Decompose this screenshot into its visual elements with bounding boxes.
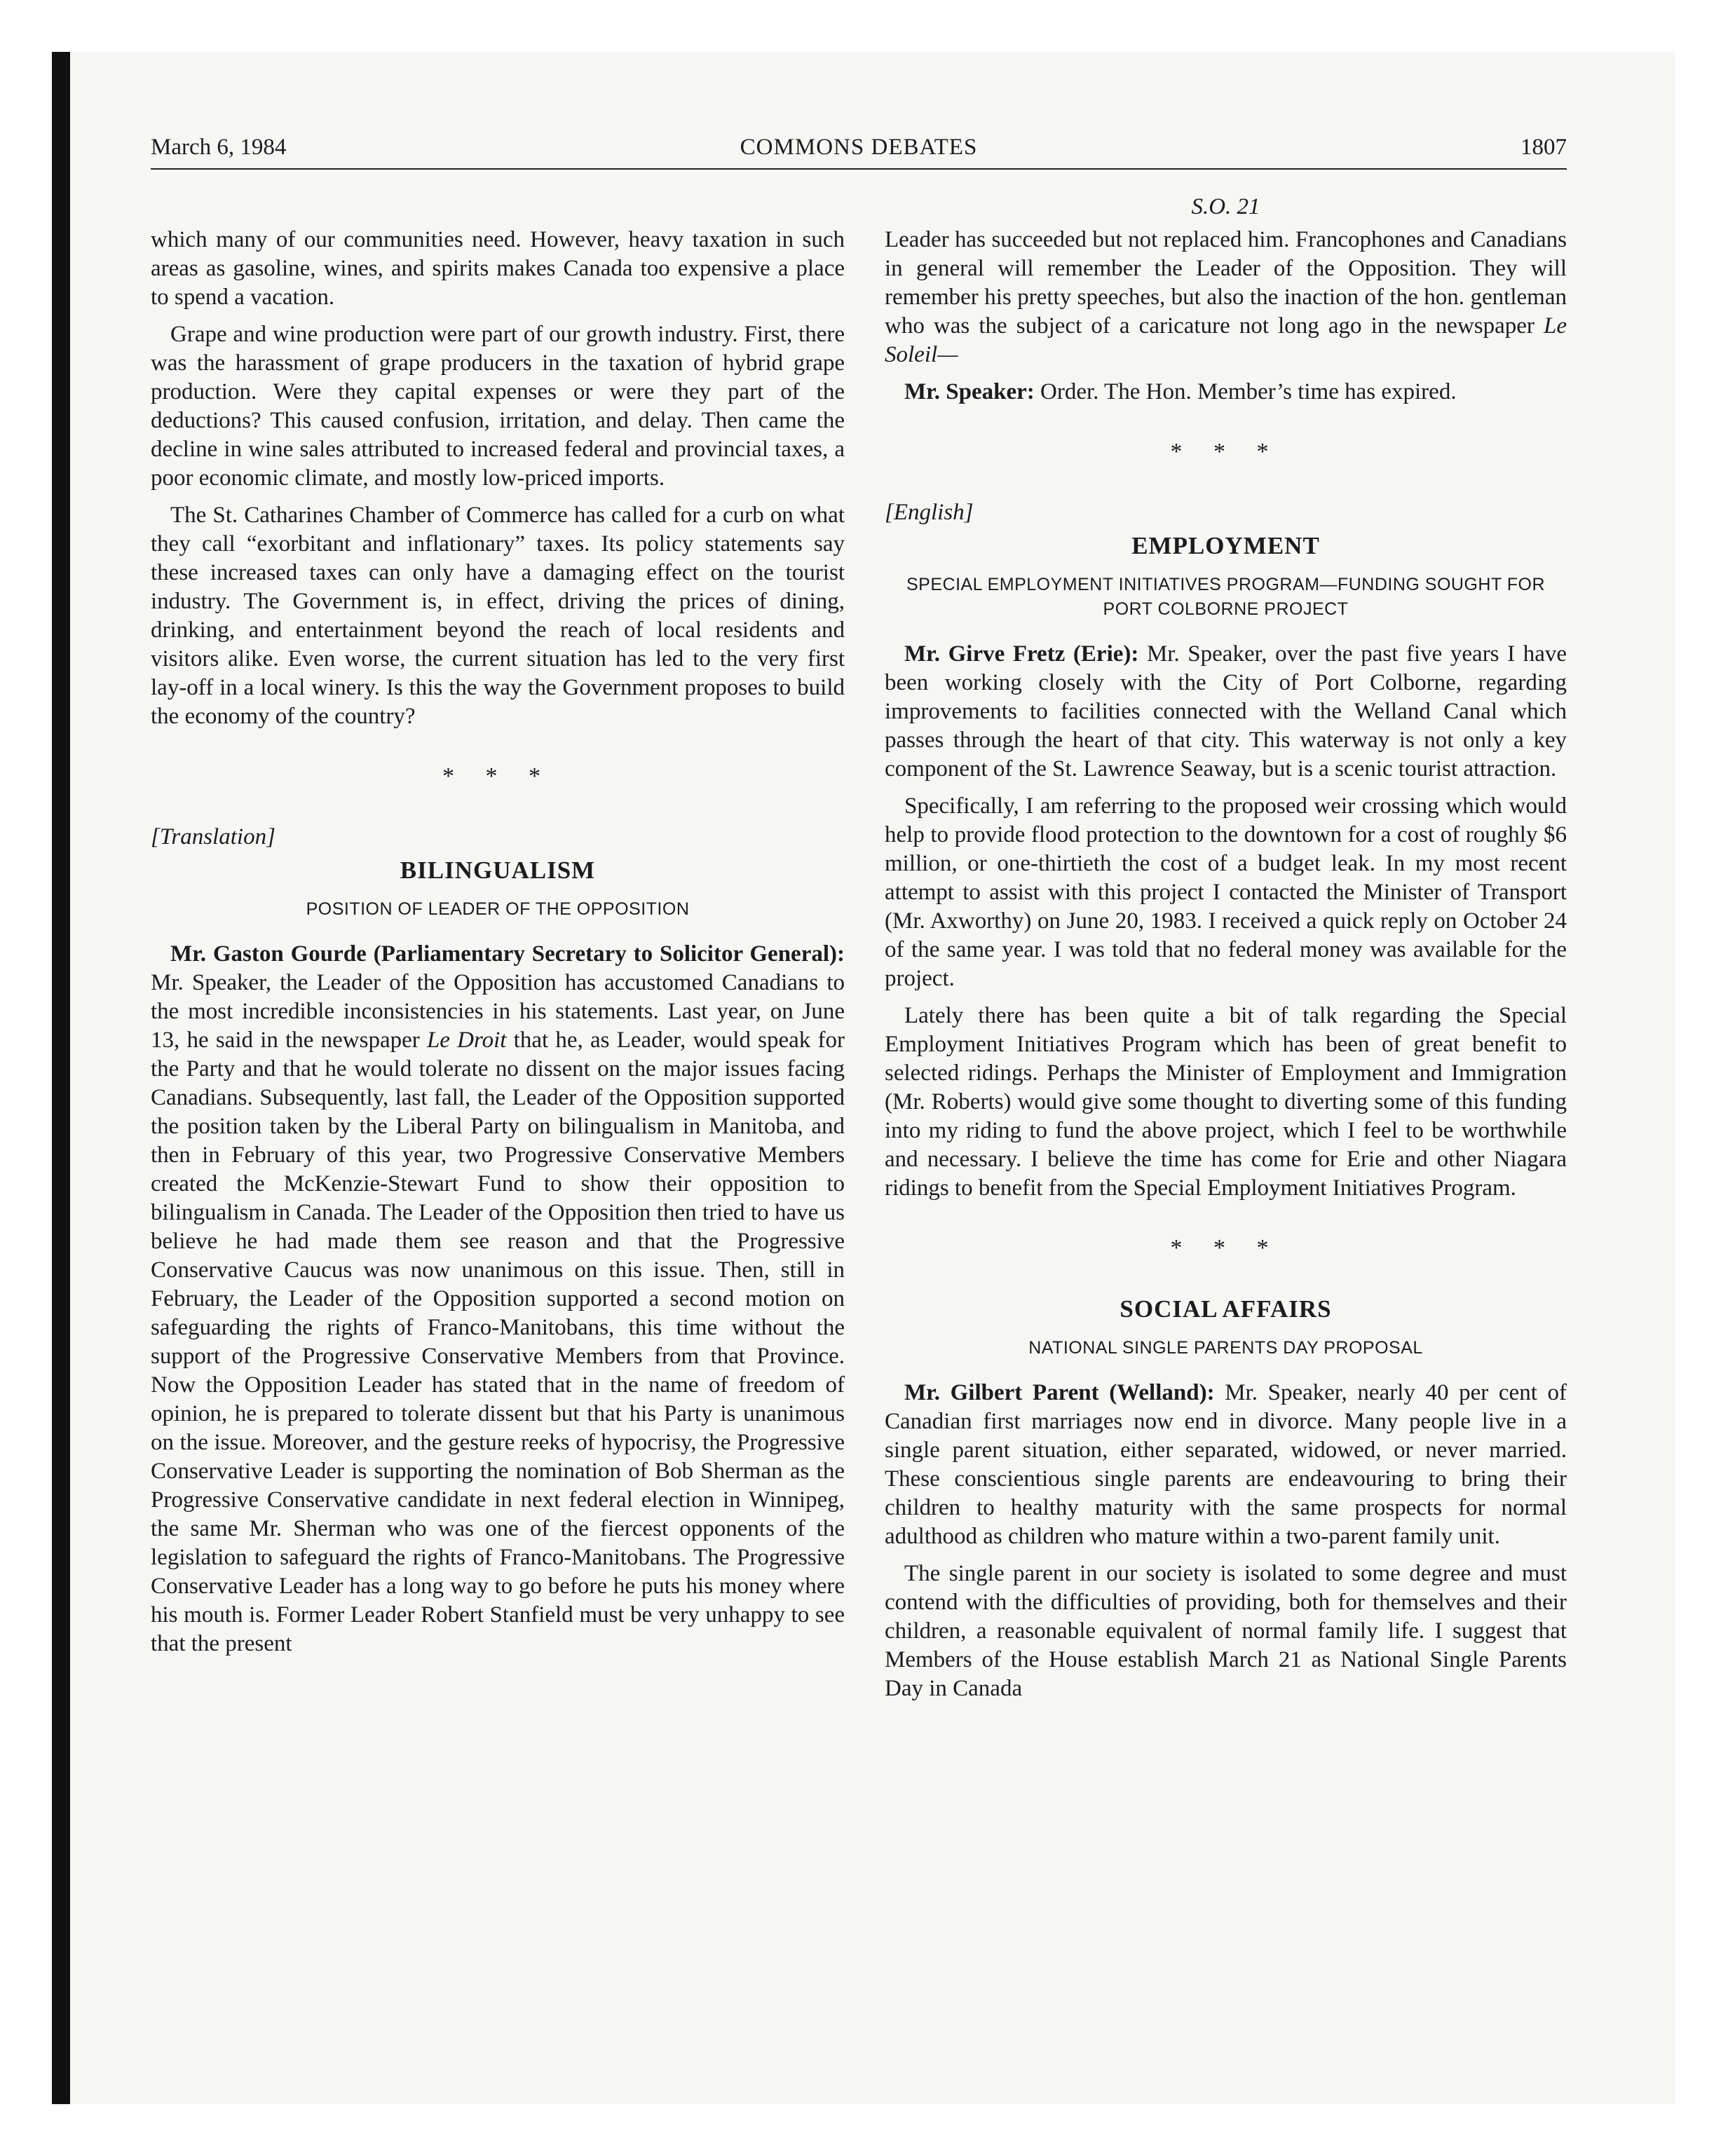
newspaper-title: Le Soleil— (885, 313, 1567, 367)
speaker-name: Mr. Gilbert Parent (Welland): (904, 1380, 1215, 1405)
paragraph: Lately there has been quite a bit of talk regarding the Special Employment Initiatives Program which has been of great benefit to selected ridings. Perhaps the Minister of Employment and Immigration (Mr. Roberts) would give some thought to diverting some of this funding into my riding to fund the above project, which I feel to be worthwhile and necessary. I believe the time has come for Erie and other Niagara ridings to benefit from the Special Employment Initiatives Program. (885, 1003, 1567, 1201)
statement-text: Mr. Speaker, the Leader of the Opposition has accustomed Canadians to the most incredible inconsistencies in his statements. Last year, on June 13, he said in the newspaper (151, 970, 845, 1053)
statement-text: Leader has succeeded but not replaced him. Francophones and Canadians in general will remember the Leader of the Opposition. They will remember his pretty speeches, but also the inaction of the hon. gentleman who was the subject of a caricature not long ago in the newspaper (885, 227, 1567, 339)
section-subheading: NATIONAL SINGLE PARENTS DAY PROPOSAL (1028, 1338, 1423, 1358)
section-heading: EMPLOYMENT (1131, 532, 1320, 559)
page-header (151, 132, 1567, 171)
paragraph (885, 1379, 1567, 1551)
statement-text: Mr. Speaker, over the past five years I have been working closely with the City of Port Colborne, regarding improvements to facilities connected with the Welland Canal which passes through the heart of that city. This waterway is not only a key component of the St. Lawrence Seaway, but is a scenic tourist attraction. (885, 641, 1567, 782)
page-number: 1807 (1520, 135, 1567, 160)
language-tag: [English] (885, 500, 974, 525)
standing-order-label: S.O. 21 (1191, 194, 1260, 219)
section-heading: SOCIAL AFFAIRS (1120, 1295, 1332, 1323)
speaker-name: Mr. Speaker: (904, 379, 1035, 404)
scan-border (52, 52, 70, 2104)
section-separator: * * * (1170, 439, 1281, 465)
section-separator: * * * (1170, 1235, 1281, 1261)
left-column (151, 226, 845, 1667)
paragraph: Grape and wine production were part of our growth industry. First, there was the harassment of grape producers in the taxation of hybrid grape production. Were they capital expenses or were they part of the deductions? This caused confusion, irritation, and delay. Then came the decline in wine sales attributed to increased federal and provincial taxes, a poor economic climate, and mostly low-priced imports. (151, 322, 845, 491)
right-column (885, 193, 1567, 1712)
paragraph: The single parent in our society is isolated to some degree and must contend with the difficulties of providing, both for themselves and their children, a reasonable equivalent of normal family life. I suggest that Members of the House establish March 21 as National Single Parents Day in Canada (885, 1561, 1567, 1701)
header-title: COMMONS DEBATES (740, 135, 978, 160)
paragraph (885, 226, 1567, 369)
statement-text: that he, as Leader, would speak for the Party and that he would tolerate no dissent on the major issues facing Canadians. Subsequently, last fall, the Leader of the Opposition supported the position taken by the Liberal Party on bilingualism in Manitoba, and then in February of this year, two Progressive Conservative Members created the McKenzie-Stewart Fund to show their opposition to bilingualism in Canada. The Leader of the Opposition then tried to have us believe he had made them see reason and that the Progressive Conservative Caucus was now unanimous on this issue. Then, still in February, the Leader of the Opposition supported a second motion on safeguarding the rights of Franco-Manitobans, this time without the support of the Progressive Conservative Members from that Province. Now the Opposition Leader has stated that in the name of freedom of opinion, he is prepared to tolerate dissent but that his Party is unanimous on the issue. Moreover, and the gesture reeks of hypocrisy, the Progressive Conservative Leader is supporting the nomination of Bob Sherman as the Progressive Conservative candidate in next federal election in Winnipeg, the same Mr. Sherman who was one of the fiercest opponents of the legislation to safeguard the rights of Franco-Manitobans. The Progressive Conservative Leader has a long way to go before he puts his money where his mouth is. Former Leader Robert Stanfield must be very unhappy to see that the present (151, 1028, 845, 1656)
statement-paragraph (151, 940, 845, 1658)
section-subheading: SPECIAL EMPLOYMENT INITIATIVES PROGRAM—FUNDING SOUGHT FOR PORT COLBORNE PROJECT (906, 575, 1546, 619)
paragraph: The St. Catharines Chamber of Commerce has called for a curb on what they call “exorbitant and inflationary” taxes. Its policy statements say these increased taxes can only have a damaging effect on the tourist industry. The Government is, in effect, driving the prices of dining, drinking, and entertainment beyond the reach of local residents and visitors alike. Even worse, the current situation has led to the very first lay-off in a local winery. Is this the way the Government proposes to build the economy of the country? (151, 503, 845, 729)
section-subheading: POSITION OF LEADER OF THE OPPOSITION (306, 899, 690, 919)
paragraph (885, 640, 1567, 784)
section-separator: * * * (442, 763, 553, 789)
header-date: March 6, 1984 (151, 135, 287, 160)
section-heading: BILINGUALISM (400, 857, 596, 884)
paragraph: Specifically, I am referring to the proposed weir crossing which would help to provide flood protection to the downtown for a cost of roughly $6 million, or one-thirtieth the cost of a budget leak. In my most recent attempt to assist with this project I contacted the Minister of Transport (Mr. Axworthy) on June 20, 1983. I received a quick reply on October 24 of the same year. I was told that no federal money was available for the project. (885, 793, 1567, 991)
newspaper-title: Le Droit (426, 1028, 507, 1053)
speaker-name: Mr. Girve Fretz (Erie): (904, 641, 1139, 667)
paragraph (885, 378, 1567, 407)
speaker-name: Mr. Gaston Gourde (Parliamentary Secretary to Solicitor General): (170, 941, 845, 967)
statement-text: Mr. Speaker, nearly 40 per cent of Canadian first marriages now end in divorce. Many people live in a single parent situation, either separated, widowed, or never married. These conscientious single parents are endeavouring to bring their children to healthy maturity with the same prospects for normal adulthood as children who mature within a two-parent family unit. (885, 1380, 1567, 1549)
paragraph: which many of our communities need. However, heavy taxation in such areas as gasoline, wines, and spirits makes Canada too expensive a place to spend a vacation. (151, 227, 845, 310)
header-rule (151, 168, 1567, 170)
statement-text: Order. The Hon. Member’s time has expired. (1034, 379, 1457, 404)
language-tag: [Translation] (151, 824, 275, 850)
